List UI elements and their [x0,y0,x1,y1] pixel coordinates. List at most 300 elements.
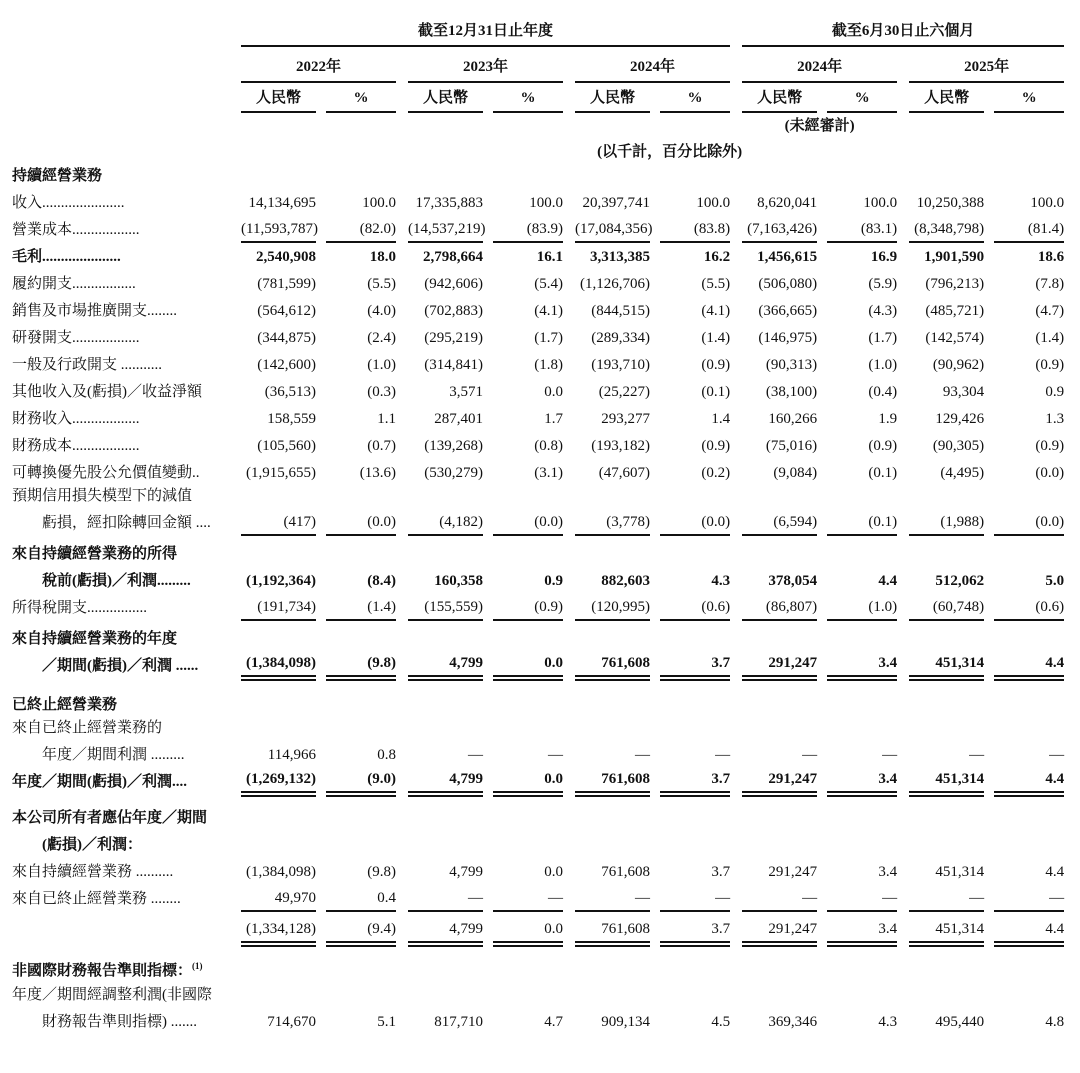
row-label: 非國際財務報告準則指標：$^{(1)}$ [12,961,203,979]
cell-value: 3.7 [711,864,731,880]
cell-value: (0.6) [994,593,1064,620]
cell-value [827,620,897,651]
table-row [4,983,1064,1007]
cell-value [493,620,563,651]
cell-value: 3.4 [827,651,897,678]
cell-value [742,485,817,508]
cell-value: (4,495) [940,465,985,481]
cell-value: 18.0 [369,249,396,265]
cell-value [660,830,730,857]
cell-value: (0.9) [868,438,898,454]
cell-value: 17,335,883 [415,195,483,211]
row-label: 毛利..................... [12,249,121,265]
cell-value [742,944,817,983]
cell-value [326,161,396,188]
col-header-pct: % [326,82,396,112]
cell-value [493,485,563,508]
table-row [4,767,1064,794]
cell-value: 100.0 [362,195,396,211]
cell-value [575,535,650,566]
cell-value: — [882,747,898,763]
cell-value: 16.2 [703,249,731,265]
cell-value: — [909,884,984,911]
cell-value: 1.4 [711,411,731,427]
cell-value [326,830,396,857]
table-row [4,323,1064,350]
cell-value: (1,126,706) [580,276,650,292]
cell-value: (796,213) [925,276,985,292]
cell-value [241,161,316,188]
cell-value: (9.4) [326,911,396,944]
cell-value: 909,134 [601,1014,650,1030]
cell-value: (1.4) [326,593,396,620]
cell-value: — [660,884,730,911]
cell-value: 0.8 [377,747,396,763]
cell-value: 4,799 [408,911,483,944]
cell-value: (0.9) [1035,357,1065,373]
cell-value: 0.9 [1045,384,1065,400]
cell-value: (702,883) [424,303,483,319]
cell-value: 100.0 [1030,195,1065,211]
cell-value: 5.0 [1045,573,1065,589]
cell-value: 3.4 [827,767,897,794]
row-label: 研發開支.................. [12,330,140,346]
cell-value: (83.1) [827,215,897,242]
cell-value: (3,778) [575,508,650,535]
cell-value: 4,799 [449,864,483,880]
table-row [4,1007,1064,1034]
cell-value: 1.1 [377,411,396,427]
table-row [4,593,1064,620]
cell-value: 2,540,908 [256,249,316,265]
row-label: 銷售及市場推廣開支........ [12,303,178,319]
cell-value [742,161,817,188]
cell-value: 4.4 [878,573,898,589]
cell-value: (0.9) [493,593,563,620]
cell-value: 4.4 [994,767,1064,794]
cell-value: 291,247 [768,864,818,880]
cell-value: 0.0 [544,864,563,880]
cell-value [575,485,650,508]
cell-value: 0.0 [493,767,563,794]
cell-value [994,794,1064,830]
row-label: 稅前(虧損)／利潤......... [42,573,191,589]
cell-value: (564,612) [257,303,316,319]
cell-value [994,485,1064,508]
cell-value: (83.8) [660,215,730,242]
cell-value [493,983,563,1007]
cell-value: 451,314 [909,911,984,944]
cell-value: 4.8 [1045,1014,1065,1030]
row-label: 來自已終止經營業務 ........ [12,891,181,907]
cell-value [326,620,396,651]
cell-value: — [969,747,985,763]
cell-value [408,620,483,651]
cell-value [742,620,817,651]
table-row [4,830,1064,857]
cell-value [326,717,396,740]
table-row [4,678,1064,717]
cell-value: 49,970 [241,884,316,911]
cell-value: 4.5 [711,1014,731,1030]
period-group-annual: 截至12月31日止年度 [241,12,730,46]
cell-value: 495,440 [935,1014,985,1030]
row-label: ／期間(虧損)／利潤 ...... [42,658,199,674]
cell-value: (1.7) [534,330,563,346]
cell-value [241,717,316,740]
cell-value [408,535,483,566]
cell-value [994,944,1064,983]
row-label: 收入...................... [12,195,125,211]
cell-value: (7.8) [1035,276,1065,292]
cell-value: (4,182) [408,508,483,535]
cell-value: (314,841) [424,357,483,373]
cell-value: — [827,884,897,911]
cell-value [493,717,563,740]
cell-value: (0.2) [701,465,731,481]
cell-value: 451,314 [909,767,984,794]
cell-value: 369,346 [768,1014,818,1030]
row-label: 年度／期間經調整利潤(非國際 [12,987,212,1003]
row-label: 預期信用損失模型下的減值 [12,488,193,504]
cell-value: (0.4) [868,384,898,400]
cell-value [241,535,316,566]
cell-value: (1.4) [701,330,731,346]
cell-value: 3.7 [660,911,730,944]
cell-value: 287,401 [434,411,483,427]
row-label: 財務報告準則指標) ....... [42,1014,197,1030]
cell-value: (83.9) [493,215,563,242]
cell-value: (17,084,356) [575,215,650,242]
col-header-pct: % [493,82,563,112]
cell-value: (0.1) [827,508,897,535]
col-header-rmb: 人民幣 [742,82,817,112]
cell-value: 100.0 [696,195,731,211]
cell-value: 5.1 [377,1014,396,1030]
cell-value [408,717,483,740]
cell-value: (0.3) [367,384,396,400]
cell-value: (38,100) [765,384,818,400]
cell-value: (105,560) [257,438,316,454]
cell-value: (942,606) [424,276,483,292]
period-group-interim: 截至6月30日止六個月 [742,12,1064,46]
cell-value: 100.0 [863,195,898,211]
cell-value: (1.7) [868,330,898,346]
cell-value [408,485,483,508]
cell-value: 14,134,695 [248,195,316,211]
cell-value: (1,915,655) [246,465,316,481]
row-label: 財務收入.................. [12,411,140,427]
financial-summary-table [4,12,1064,1034]
cell-value: (0.9) [1035,438,1065,454]
cell-value [408,678,483,717]
cell-value [909,161,984,188]
cell-value [742,830,817,857]
cell-value: 10,250,388 [916,195,985,211]
cell-value: 158,559 [267,411,316,427]
cell-value: (11,593,787) [241,215,316,242]
table-row [4,535,1064,566]
col-header-pct: % [660,82,730,112]
cell-value [575,794,650,830]
cell-value: 0.0 [493,651,563,678]
cell-value [408,983,483,1007]
cell-value [909,485,984,508]
cell-value [742,717,817,740]
cell-value [408,161,483,188]
cell-value: (6,594) [742,508,817,535]
cell-value: (146,975) [758,330,818,346]
cell-value: — [468,747,483,763]
cell-value [408,794,483,830]
cell-value [575,678,650,717]
table-row [4,269,1064,296]
cell-value [742,678,817,717]
cell-value [660,717,730,740]
cell-value: 3.4 [878,864,898,880]
table-row [4,431,1064,458]
row-label: 財務成本.................. [12,438,140,454]
cell-value: (0.0) [326,508,396,535]
cell-value [994,830,1064,857]
cell-value: (0.1) [868,465,898,481]
cell-value: (90,962) [932,357,985,373]
cell-value: (4.7) [1035,303,1065,319]
cell-value: 1,456,615 [757,249,818,265]
cell-value: (9,084) [773,465,818,481]
cell-value: 0.0 [493,911,563,944]
cell-value [408,830,483,857]
cell-value: (1,988) [909,508,984,535]
cell-value [827,485,897,508]
cell-value: (120,995) [575,593,650,620]
cell-value: 20,397,741 [582,195,650,211]
cell-value: — [575,884,650,911]
cell-value [493,830,563,857]
cell-value: — [742,884,817,911]
cell-value [994,620,1064,651]
cell-value [827,161,897,188]
cell-value: 378,054 [768,573,818,589]
cell-value: (417) [241,508,316,535]
cell-value [660,944,730,983]
cell-value: 714,670 [267,1014,316,1030]
cell-value: 8,620,041 [757,195,818,211]
cell-value: (485,721) [925,303,985,319]
cell-value [660,678,730,717]
cell-value: (4.3) [868,303,898,319]
table-row [4,508,1064,535]
cell-value: (86,807) [742,593,817,620]
cell-value [241,830,316,857]
cell-value: 0.4 [326,884,396,911]
cell-value: 451,314 [909,651,984,678]
row-label: 年度／期間利潤 ......... [42,747,185,763]
row-label: 虧損，經扣除轉回金額 .... [42,515,211,531]
cell-value [994,717,1064,740]
table-row [4,188,1064,215]
cell-value: 4.4 [994,911,1064,944]
cell-value [575,620,650,651]
cell-value [827,717,897,740]
cell-value: (13.6) [359,465,396,481]
cell-value [909,678,984,717]
row-label [4,911,241,944]
cell-value [827,944,897,983]
row-label: 年度／期間(虧損)／利潤.... [12,774,187,790]
cell-value [909,830,984,857]
cell-value: 0.0 [544,384,563,400]
cell-value: (844,515) [591,303,650,319]
cell-value: 4.4 [994,651,1064,678]
cell-value: 4.4 [1045,864,1065,880]
cell-value: 291,247 [742,911,817,944]
row-label: 履約開支................. [12,276,136,292]
cell-value: (1.0) [367,357,396,373]
cell-value: (295,219) [424,330,483,346]
cell-value [827,678,897,717]
cell-value: — [802,747,818,763]
cell-value [994,161,1064,188]
cell-value: 3.4 [827,911,897,944]
cell-value: (0.9) [701,357,731,373]
row-label: 來自持續經營業務 .......... [12,864,174,880]
cell-value: (1.4) [1035,330,1065,346]
row-label: (虧損)／利潤： [42,837,142,853]
cell-value: 4.3 [711,573,731,589]
table-row [4,485,1064,508]
cell-value: (530,279) [424,465,483,481]
units-note: (以千計，百分比除外) [597,144,743,160]
table-row [4,740,1064,767]
cell-value [326,535,396,566]
cell-value: 4.3 [878,1014,898,1030]
cell-value: (781,599) [257,276,316,292]
cell-value: 817,710 [434,1014,483,1030]
col-header-pct: % [827,82,897,112]
cell-value [660,983,730,1007]
cell-value: (506,080) [758,276,818,292]
col-header-rmb: 人民幣 [241,82,316,112]
table-row [4,161,1064,188]
cell-value: (142,600) [257,357,316,373]
cell-value: (344,875) [257,330,316,346]
cell-value: (8.4) [367,573,396,589]
cell-value: 100.0 [529,195,563,211]
cell-value: — [1049,747,1065,763]
cell-value [241,678,316,717]
cell-value [994,983,1064,1007]
cell-value: — [715,747,731,763]
cell-value: 1.7 [544,411,563,427]
cell-value: (193,710) [591,357,650,373]
row-label: 本公司所有者應佔年度／期間 [12,810,208,826]
cell-value: (1,384,098) [241,651,316,678]
table-row [4,242,1064,269]
table-row [4,296,1064,323]
cell-value: (90,313) [765,357,818,373]
cell-value: 291,247 [742,767,817,794]
cell-value: — [408,884,483,911]
cell-value: 451,314 [935,864,985,880]
cell-value: 1,901,590 [924,249,985,265]
cell-value: 293,277 [601,411,650,427]
table-row [4,215,1064,242]
cell-value: (193,182) [591,438,650,454]
cell-value: 4.7 [544,1014,563,1030]
row-label: 一般及行政開支 ........... [12,357,163,373]
cell-value [742,983,817,1007]
cell-value: (1.0) [827,593,897,620]
year-2023: 2023年 [408,46,563,82]
cell-value: 160,358 [434,573,483,589]
year-2024-interim: 2024年 [742,46,897,82]
cell-value: 18.6 [1037,249,1065,265]
cell-value: (0.9) [701,438,731,454]
cell-value: (1,192,364) [246,573,316,589]
cell-value [742,794,817,830]
cell-value [241,485,316,508]
cell-value: (1,334,128) [241,911,316,944]
cell-value: 512,062 [935,573,985,589]
cell-value [326,678,396,717]
cell-value: (47,607) [598,465,650,481]
cell-value: (36,513) [264,384,316,400]
cell-value: 129,426 [935,411,985,427]
cell-value: 0.9 [544,573,563,589]
cell-value: (142,574) [925,330,985,346]
cell-value: (2.4) [367,330,396,346]
cell-value: 1.9 [878,411,898,427]
cell-value [241,794,316,830]
col-header-pct: % [994,82,1064,112]
cell-value: (139,268) [424,438,483,454]
cell-value [909,620,984,651]
cell-value [241,983,316,1007]
table-row [4,857,1064,884]
cell-value: 291,247 [742,651,817,678]
col-header-rmb: 人民幣 [909,82,984,112]
cell-value [241,944,316,983]
cell-value: (9.0) [326,767,396,794]
cell-value [660,161,730,188]
cell-value: 761,608 [575,911,650,944]
cell-value: (60,748) [909,593,984,620]
year-2024: 2024年 [575,46,730,82]
cell-value: 160,266 [768,411,818,427]
cell-value [909,983,984,1007]
cell-value: 761,608 [575,651,650,678]
cell-value: (1.8) [534,357,563,373]
row-label: 其他收入及(虧損)／收益淨額 [12,384,202,400]
cell-value [575,830,650,857]
cell-value: — [548,747,563,763]
table-row [4,717,1064,740]
cell-value [575,983,650,1007]
cell-value [660,535,730,566]
row-label: 可轉換優先股公允價值變動.. [12,465,200,481]
cell-value: (0.8) [534,438,563,454]
year-2025-interim: 2025年 [909,46,1064,82]
row-label: 來自持續經營業務的所得 [12,546,178,562]
cell-value: (25,227) [598,384,650,400]
cell-value: (289,334) [591,330,650,346]
cell-value [326,944,396,983]
cell-value: 1.3 [1045,411,1065,427]
year-2022: 2022年 [241,46,396,82]
cell-value [241,620,316,651]
cell-value: (366,665) [758,303,818,319]
